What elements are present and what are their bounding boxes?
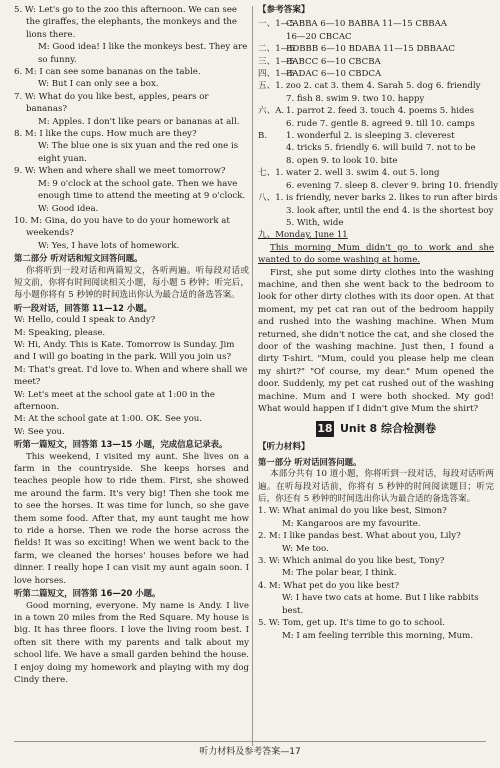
answer-label: 五、1. bbox=[258, 81, 284, 92]
question-2-line-2: W: Me too. bbox=[282, 543, 329, 554]
dialogue-section bbox=[14, 314, 249, 438]
answer-text: water 2. well 3. swim 4. out 5. long bbox=[286, 168, 440, 179]
passage-1-text: This weekend, I visited my aunt. She lives on a farm in the countryside. She keeps horses and teaches people how to ride them. First, she showed me around the farm. It's very big! Then she took me to see the horses. It was time for lunch, so she gave them some food. After that, my aunt taught me how to ride a horse. Then we rode the horse across the fields! It was so exciting! When we went back to the farm, we cleaned the horses' houses before we had dinner. I really hope I can visit my aunt again soon. I love horses. bbox=[14, 451, 249, 586]
answer-row bbox=[258, 167, 494, 179]
answer-text: 8. open 9. to look 10. bite bbox=[286, 155, 398, 166]
dialogue-7-line-2: M: Apples. I don't like pears or bananas at all. bbox=[38, 116, 240, 127]
question-1-line-1: 1. W: What animal do you like best, Simon? bbox=[258, 506, 447, 517]
reference-answers-tag: 【参考答案】 bbox=[258, 5, 310, 15]
answer-label bbox=[258, 155, 280, 167]
unit-heading bbox=[258, 421, 494, 437]
dialogue-9-line-1: 9. W: When and where shall we meet tomorrow? bbox=[14, 166, 226, 177]
writing-text: First, she put some dirty clothes into the washing machine, and then she went back to the bedroom to look for other dirty clothes with its door open. At that moment, my pet cat ran out of the bedroom happily and rushed into the washing machine. When Mum returned, she didn't notice the cat, and she closed the door of the washing machine. Just then, I found a dirty T-shirt. "Mum, could you please help me clean my shirt?" "Of course, my dear." Mum opened the door. Suddenly, my pet cat rushed out of the washing machine. Mum and I were both shocked. My god! What would happen if I didn't give Mum the shirt? bbox=[258, 267, 494, 414]
dialogue-8-line-2: W: The blue one is six yuan and the red one is eight yuan. bbox=[38, 141, 239, 164]
dialogue-section-title: 听一段对话，回答第 11—12 小题。 bbox=[14, 302, 153, 313]
passage-1-title: 听第一篇短文，回答第 13—15 小题，完成信息记录表。 bbox=[14, 439, 228, 450]
answer-text: 6. rude 7. gentle 8. agreed 9. till 10. camps bbox=[286, 118, 475, 129]
answer-row bbox=[258, 68, 494, 80]
answer-label bbox=[258, 205, 280, 217]
writing-lead: This morning Mum didn't go to work and she wanted to do some washing at home. bbox=[258, 242, 494, 266]
answer-label bbox=[258, 31, 280, 43]
passage-2-text: Good morning, everyone. My name is Andy. I live in a town 20 miles from the Red Square. My house is big. It has three floors. I love the living room best. I often sit there with my parents and talk about my school life. We have a small garden behind the house. I enjoy doing my homework and playing with my dog Cindy there. bbox=[14, 600, 249, 685]
answer-label bbox=[258, 180, 280, 192]
answers-block-2 bbox=[258, 80, 499, 229]
answer-row bbox=[258, 180, 499, 192]
left-column bbox=[14, 4, 249, 686]
question-2-line-1: 2. M: I like pandas best. What about you, Lily? bbox=[258, 531, 461, 542]
part2-title: 第二部分 听对话和短文回答问题。 bbox=[14, 253, 143, 264]
answer-label: 一、1—5 bbox=[258, 19, 295, 30]
answer-text: CABBA 6—10 BABBA 11—15 CBBAA bbox=[286, 19, 447, 30]
answer-text: BADAC 6—10 CBDCA bbox=[286, 69, 382, 80]
dialogue-5-line-2: M: Good idea! I like the monkeys best. They are so funny. bbox=[38, 42, 248, 65]
answer-label bbox=[258, 93, 280, 105]
part1-instructions: 本部分共有 10 道小题，你将听到一段对话，每段对话听两遍。在听每段对话前，你将有 5 秒钟的时间阅读题目；听完后，你还有 5 秒钟的时间选出你认为最合适的备选答案。 bbox=[258, 469, 494, 505]
answer-row bbox=[258, 142, 494, 154]
answer-row bbox=[258, 217, 494, 229]
question-4-line-1: 4. M: What pet do you like best? bbox=[258, 580, 400, 591]
answer-label: 三、1—5 bbox=[258, 56, 295, 67]
dialogue-5-line-1: 5. W: Let's go to the zoo this afternoon. We can see the giraffes, the elephants, the monkeys and the lions there. bbox=[14, 5, 238, 40]
answer-row bbox=[258, 93, 494, 105]
answer-text: is friendly, never barks 2. likes to run after birds bbox=[286, 193, 498, 204]
answer-row bbox=[258, 105, 494, 117]
answers-block-1 bbox=[258, 18, 494, 80]
answer-text: BABCC 6—10 CBCBA bbox=[286, 56, 381, 67]
unit-title: Unit 8 综合检测卷 bbox=[339, 422, 437, 436]
page-footer bbox=[0, 744, 500, 757]
answer-text: BDBBB 6—10 BDABA 11—15 DBBAAC bbox=[286, 44, 455, 55]
part2-instructions: 你将听到一段对话和两篇短文，各听两遍。听每段对话或短文前，你将有时间阅读相关小题，每小题 5 秒钟；听完后，每小题你将有 5 秒钟的时间选出你认为最合适的备选答案。 bbox=[14, 265, 249, 301]
dialogue-10-line-1: 10. M: Gina, do you have to do your homework at weekends? bbox=[14, 215, 230, 239]
dialogue-7-line-1: 7. W: What do you like best, apples, pears or bananas? bbox=[14, 91, 209, 115]
answer-text: 3. look after, until the end 4. is the shortest boy bbox=[286, 205, 494, 216]
dialogue-6-line-2: W: But I can only see a box. bbox=[38, 79, 159, 90]
answer-text: 1. parrot 2. feed 3. touch 4. poems 5. hides bbox=[286, 106, 475, 117]
part1-title: 第一部分 听对话回答问题。 bbox=[258, 456, 362, 467]
question-5-line-2: M: I am feeling terrible this morning, Mum. bbox=[282, 630, 474, 641]
answer-text: 1. wonderful 2. is sleeping 3. cleverest bbox=[286, 131, 455, 142]
answer-text: 7. fish 8. swim 9. two 10. happy bbox=[286, 93, 425, 104]
dialogue-line: W: Hello, could I speak to Andy? bbox=[14, 315, 156, 326]
answer-label: 七、1. bbox=[258, 168, 284, 179]
right-column bbox=[258, 4, 499, 642]
writing-date: 九、Monday, June 11 bbox=[258, 230, 348, 241]
dialogue-9-line-2: M: 9 o'clock at the school gate. Then we have enough time to attend the meeting at 9 o'clock. bbox=[38, 178, 246, 202]
answer-text: zoo 2. cat 3. them 4. Sarah 5. dog 6. friendly bbox=[286, 81, 481, 92]
answer-row bbox=[258, 31, 494, 43]
answer-label: 二、1—5 bbox=[258, 44, 295, 55]
question-1-line-2: M: Kangaroos are my favourite. bbox=[282, 518, 421, 529]
column-divider bbox=[252, 6, 253, 746]
footer-rule bbox=[14, 741, 486, 742]
answer-text: 5. With, wide bbox=[286, 217, 344, 228]
dialogue-10-line-2: W: Yes, I have lots of homework. bbox=[38, 240, 180, 251]
answer-row bbox=[258, 155, 494, 167]
dialogue-9-line-3: W: Good idea. bbox=[38, 203, 99, 214]
answer-row bbox=[258, 205, 494, 217]
answer-row bbox=[258, 18, 494, 30]
answer-label bbox=[258, 142, 280, 154]
answer-label bbox=[258, 217, 280, 229]
answer-text: 16—20 CBCAC bbox=[286, 31, 352, 42]
answer-text: 6. evening 7. sleep 8. clever 9. bring 10. friendly bbox=[286, 180, 499, 191]
dialogue-8-line-1: 8. M: I like the cups. How much are they? bbox=[14, 129, 197, 140]
question-3-line-1: 3. W: Which animal do you like best, Tony? bbox=[258, 556, 445, 567]
answer-row bbox=[258, 56, 494, 68]
answer-label: 八、1. bbox=[258, 193, 284, 204]
question-5-line-1: 5. W: Tom, get up. It's time to go to school. bbox=[258, 618, 445, 629]
answer-label: 四、1—5 bbox=[258, 69, 295, 80]
answer-row bbox=[258, 80, 494, 92]
listening-materials-tag: 【听力材料】 bbox=[258, 442, 310, 453]
answer-row bbox=[258, 118, 494, 130]
unit-number-badge: 18 bbox=[316, 421, 334, 437]
dialogue-line: W: Hi, Andy. This is Kate. Tomorrow is Sunday. Jim and I will go boating in the park. Will you join us? bbox=[14, 339, 235, 363]
dialogue-line: W: Let's meet at the school gate at 1:00 in the afternoon. bbox=[14, 389, 215, 412]
answer-label: B. bbox=[258, 131, 268, 142]
question-3-line-2: M: The polar bear, I think. bbox=[282, 568, 397, 579]
footer-text: 听力材料及参考答案—17 bbox=[199, 747, 301, 757]
question-4-line-2: W: I have two cats at home. But I like rabbits best. bbox=[282, 593, 479, 616]
answer-row bbox=[258, 43, 494, 55]
answer-row bbox=[258, 130, 494, 142]
dialogue-6-line-1: 6. M: I can see some bananas on the table. bbox=[14, 67, 201, 78]
answer-label bbox=[258, 118, 280, 130]
answer-text: 4. tricks 5. friendly 6. will build 7. not to be bbox=[286, 143, 476, 154]
dialogue-line: M: Speaking, please. bbox=[14, 327, 106, 338]
dialogue-line: M: At the school gate at 1:00. OK. See you. bbox=[14, 414, 203, 425]
answer-label: 六、A. bbox=[258, 106, 285, 117]
dialogue-line: W: See you. bbox=[14, 426, 65, 437]
dialogue-line: M: That's great. I'd love to. When and where shall we meet? bbox=[14, 364, 248, 388]
passage-2-title: 听第二篇短文，回答第 16—20 小题。 bbox=[14, 588, 161, 599]
answer-row bbox=[258, 192, 498, 204]
